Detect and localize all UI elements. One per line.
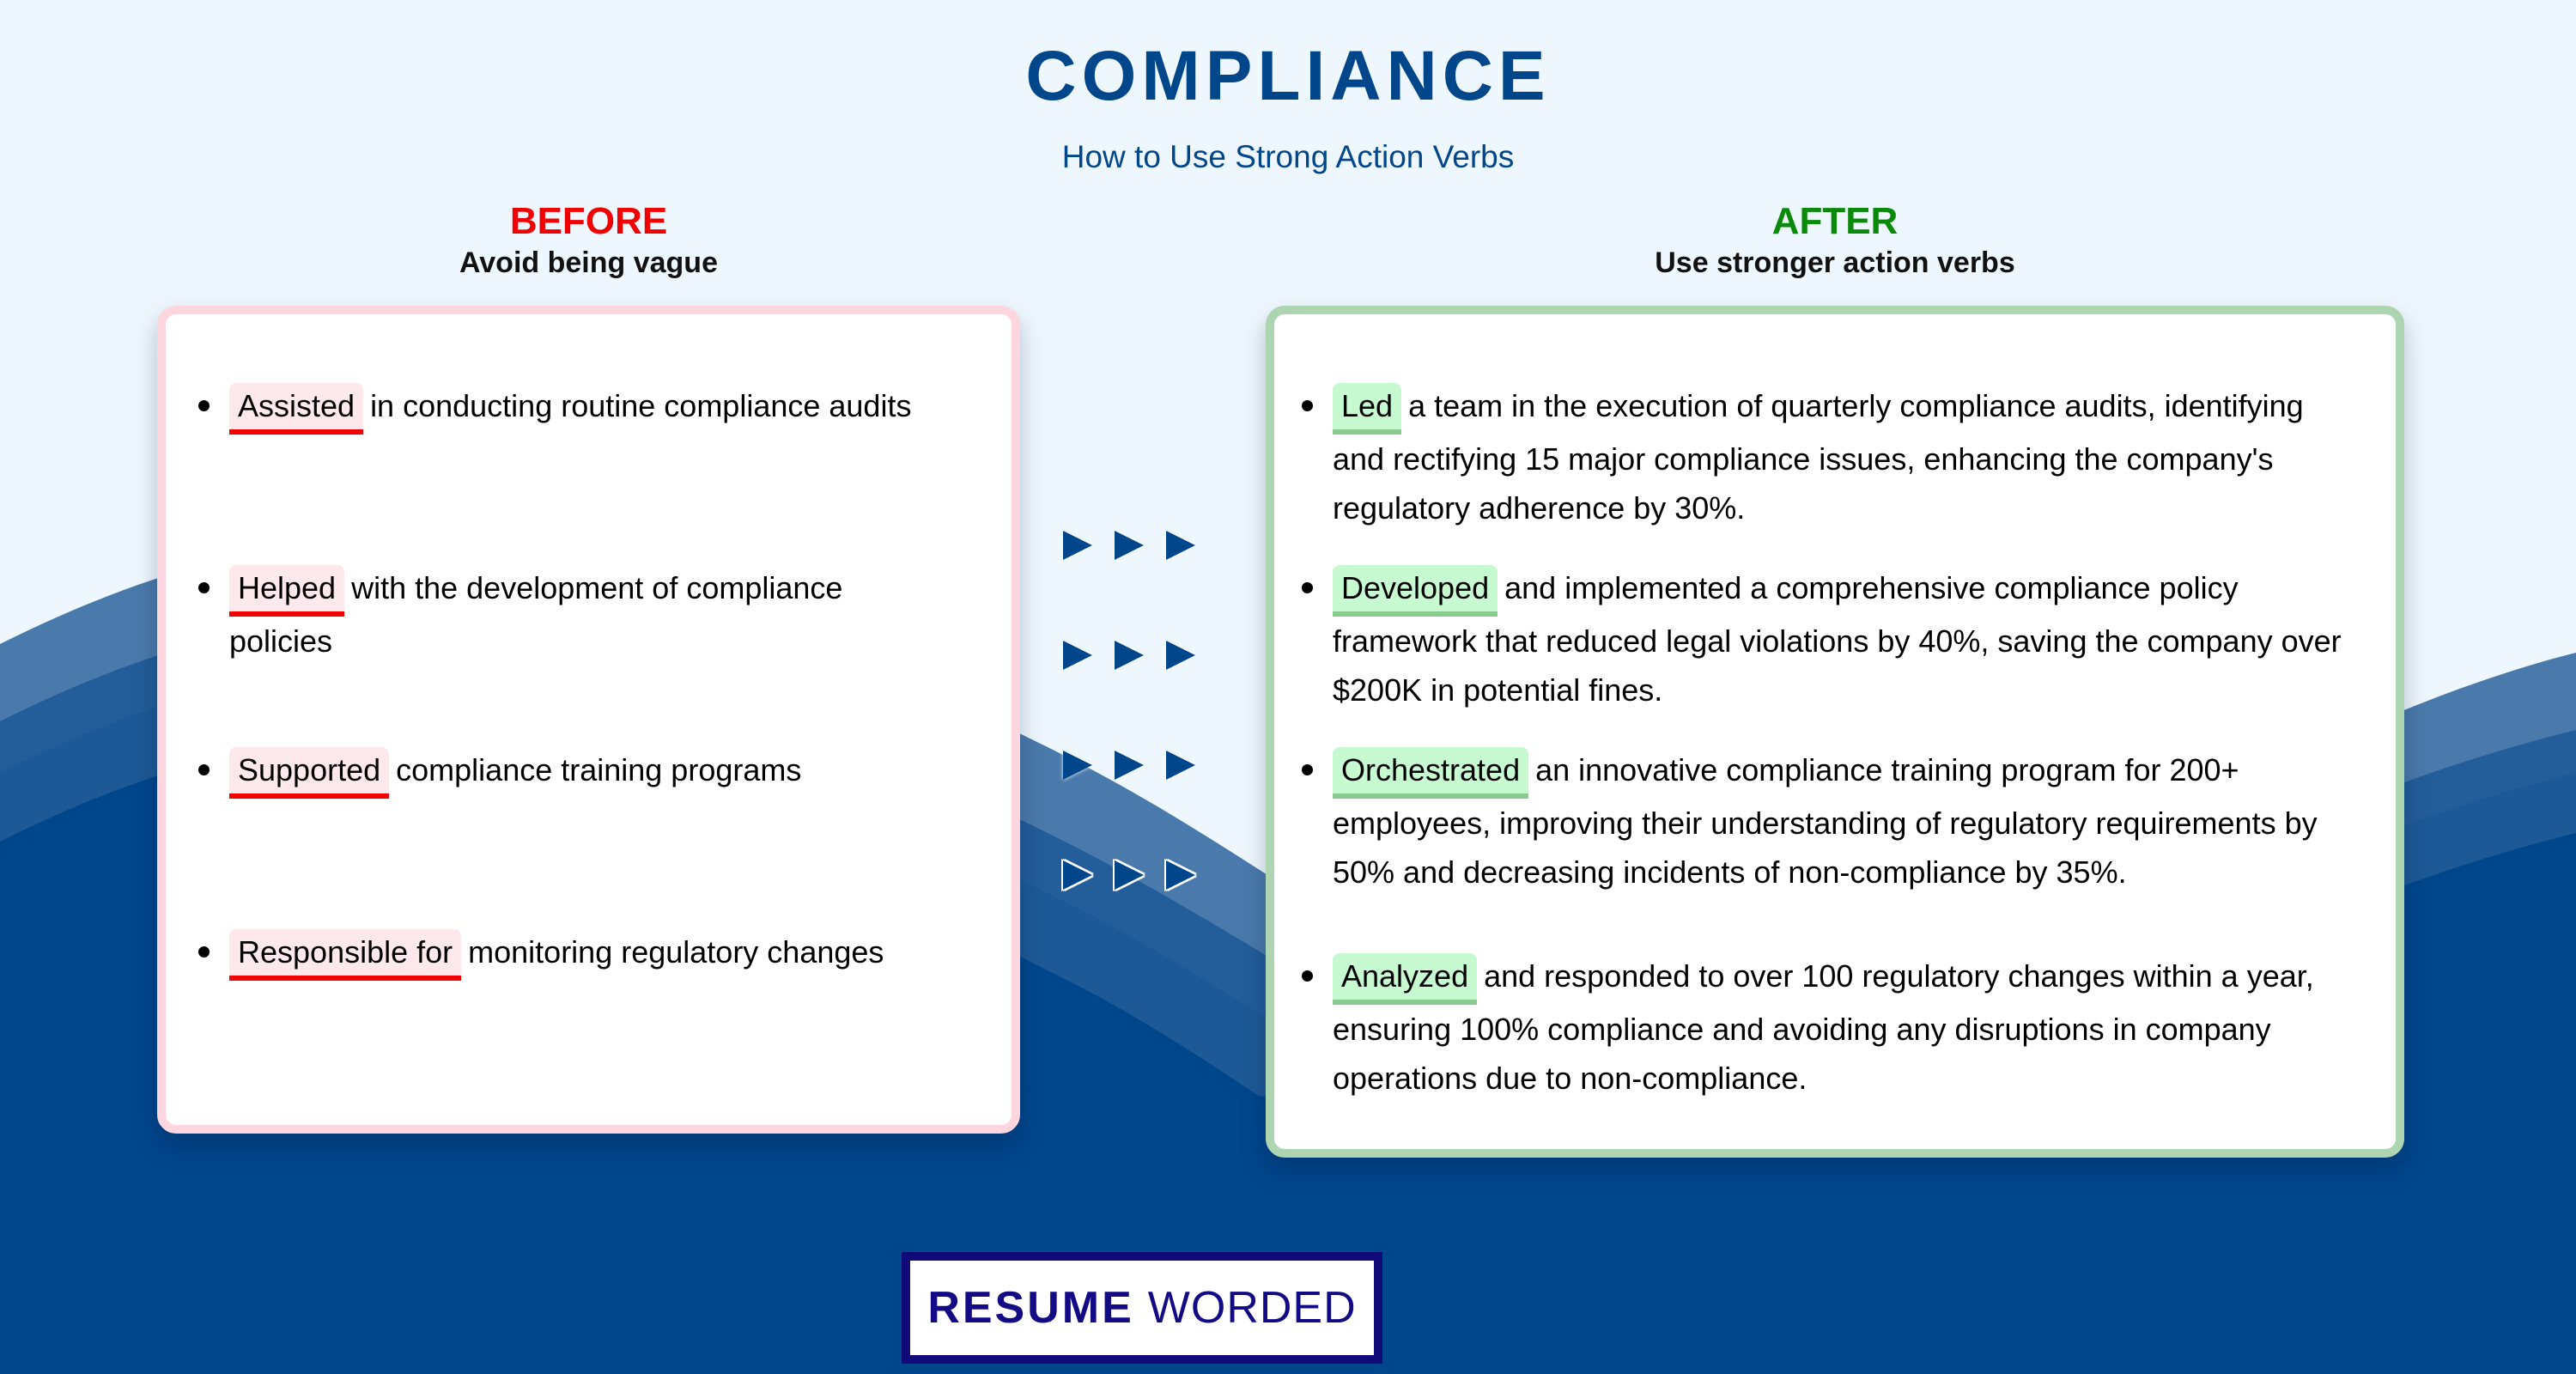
after-bullet	[1302, 745, 2341, 897]
triangle-right-icon	[1115, 860, 1144, 890]
bullet-text	[229, 563, 928, 666]
bullet-dot-icon	[1302, 764, 1313, 775]
triangle-right-icon	[1115, 531, 1144, 560]
after-header	[1266, 199, 2404, 282]
bullet-dot-icon	[198, 946, 210, 958]
page-subtitle: How to Use Strong Action Verbs	[1061, 139, 1515, 174]
triangle-right-icon	[1063, 641, 1092, 670]
arrow-row	[1063, 641, 1195, 670]
bullet-dot-icon	[1302, 400, 1313, 411]
bullet-dot-icon	[198, 400, 210, 411]
before-bullet	[198, 745, 971, 799]
arrow-row	[1063, 531, 1195, 560]
before-card	[157, 306, 1020, 1134]
page-title: COMPLIANCE	[1025, 37, 1551, 115]
bullet-body: monitoring regulatory changes	[468, 934, 884, 970]
triangle-right-icon	[1115, 641, 1144, 670]
weak-verb-highlight: Helped	[229, 565, 344, 617]
resume-worded-logo[interactable]	[902, 1252, 1382, 1364]
bullet-text	[229, 381, 971, 435]
bullet-text	[229, 927, 971, 981]
before-bullet	[198, 927, 971, 981]
triangle-right-icon	[1063, 751, 1092, 780]
triangle-right-icon	[1115, 751, 1144, 780]
after-bullet	[1302, 563, 2366, 714]
before-description: Avoid being vague	[459, 246, 718, 279]
bullet-body: a team in the execution of quarterly compliance audits, identifying and rectifying 15 major compliance issues, enhancing the company's regulatory adherence by 30%.	[1333, 388, 2304, 526]
bullet-dot-icon	[1302, 970, 1313, 982]
after-card	[1266, 306, 2404, 1158]
triangle-right-icon	[1063, 531, 1092, 560]
after-bullet	[1302, 951, 2341, 1103]
bullet-body: in conducting routine compliance audits	[370, 388, 912, 423]
bullet-dot-icon	[198, 764, 210, 775]
strong-verb-highlight: Developed	[1333, 565, 1498, 617]
bullet-body: and responded to over 100 regulatory changes within a year, ensuring 100% compliance and avoiding any disruptions in company operations due to non-compliance.	[1333, 958, 2314, 1096]
triangle-right-icon	[1166, 531, 1195, 560]
triangle-right-icon	[1166, 641, 1195, 670]
before-bullet	[198, 381, 971, 435]
bullet-body: an innovative compliance training program for 200+ employees, improving their understanding of regulatory requirements by 50% and decreasing incidents of non-compliance by 35%.	[1333, 752, 2318, 890]
bullet-dot-icon	[198, 582, 210, 593]
after-description: Use stronger action verbs	[1655, 246, 2015, 279]
bullet-text	[1333, 563, 2366, 714]
bullet-text	[1333, 745, 2341, 897]
strong-verb-highlight: Led	[1333, 383, 1401, 435]
triangle-right-icon	[1166, 751, 1195, 780]
strong-verb-highlight: Analyzed	[1333, 953, 1477, 1005]
triangle-right-icon	[1166, 860, 1195, 890]
weak-verb-highlight: Responsible for	[229, 929, 461, 981]
bullet-dot-icon	[1302, 582, 1313, 593]
triangle-right-icon	[1063, 860, 1092, 890]
after-bullet	[1302, 381, 2358, 532]
before-tag: BEFORE	[509, 200, 668, 242]
bullet-text	[1333, 381, 2358, 532]
arrow-row	[1063, 751, 1195, 780]
logo-light-text: WORDED	[1147, 1283, 1357, 1333]
bullet-body: and implemented a comprehensive compliance policy framework that reduced legal violations by 40%, saving the company over $200K in potential fines.	[1333, 570, 2342, 708]
strong-verb-highlight: Orchestrated	[1333, 747, 1528, 799]
bullet-body: with the development of compliance policies	[229, 570, 843, 659]
after-tag: AFTER	[1771, 200, 1899, 242]
before-bullet	[198, 563, 928, 666]
arrow-row	[1063, 860, 1195, 890]
weak-verb-highlight: Assisted	[229, 383, 363, 435]
logo-bold-text: RESUME	[927, 1283, 1134, 1333]
bullet-body: compliance training programs	[396, 752, 802, 787]
weak-verb-highlight: Supported	[229, 747, 389, 799]
bullet-text	[1333, 951, 2341, 1103]
bullet-text	[229, 745, 971, 799]
before-header	[157, 199, 1020, 282]
